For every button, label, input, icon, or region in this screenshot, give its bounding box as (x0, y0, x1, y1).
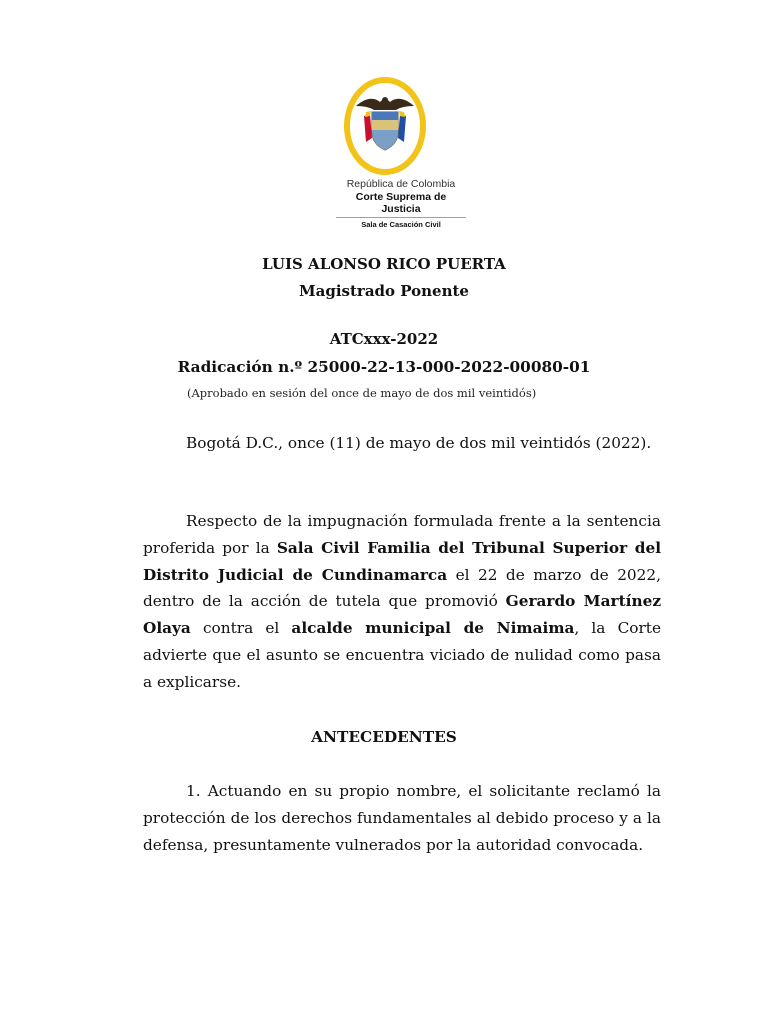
section-title: ANTECEDENTES (311, 728, 457, 746)
republic-label: República de Colombia (346, 178, 456, 190)
date-text: Bogotá D.C., once (11) de mayo de dos mil veintidós (2022). (186, 434, 652, 452)
radicacion-number: Radicación n.º 25000-22-13-000-2022-00080-01 (177, 358, 591, 376)
intro-paragraph (143, 508, 661, 696)
plaintiff-name: Gerardo Martínez Olaya (143, 592, 662, 638)
defendant-name: alcalde municipal de Nimaima (291, 619, 575, 638)
intro-text-c: el 22 de marzo de 2022, dentro de la acción de tutela que promovió (143, 565, 661, 611)
intro-text-g: , la Corte advierte que el asunto se encuentra viciado de nulidad como pasa a explicarse. (143, 619, 661, 691)
magistrate-name: LUIS ALONSO RICO PUERTA (262, 255, 506, 273)
date-paragraph (143, 430, 661, 457)
court-name: Corte Suprema de Justicia (355, 191, 447, 215)
gold-rule (336, 217, 466, 218)
court-header (336, 178, 466, 229)
antecedentes-paragraph (143, 778, 661, 858)
chamber-name: Sala de Casación Civil (361, 220, 441, 229)
approval-note: (Aprobado en sesión del once de mayo de dos mil veintidós) (187, 386, 537, 400)
case-code: ATCxxx-2022 (329, 330, 439, 348)
magistrate-role: Magistrado Ponente (299, 282, 469, 300)
intro-text-a: Respecto de la impugnación formulada frente a la sentencia proferida por la (143, 512, 661, 557)
coat-of-arms-seal (344, 76, 426, 176)
tribunal-name: Sala Civil Familia del Tribunal Superior del Distrito Judicial de Cundinamarca (143, 538, 662, 584)
antecedentes-text: 1. Actuando en su propio nombre, el solicitante reclamó la protección de los derechos fundamentales al debido proceso y a la defensa, presuntamente vulnerados por la autoridad convocada. (143, 782, 661, 854)
intro-text-e: contra el (190, 619, 292, 638)
